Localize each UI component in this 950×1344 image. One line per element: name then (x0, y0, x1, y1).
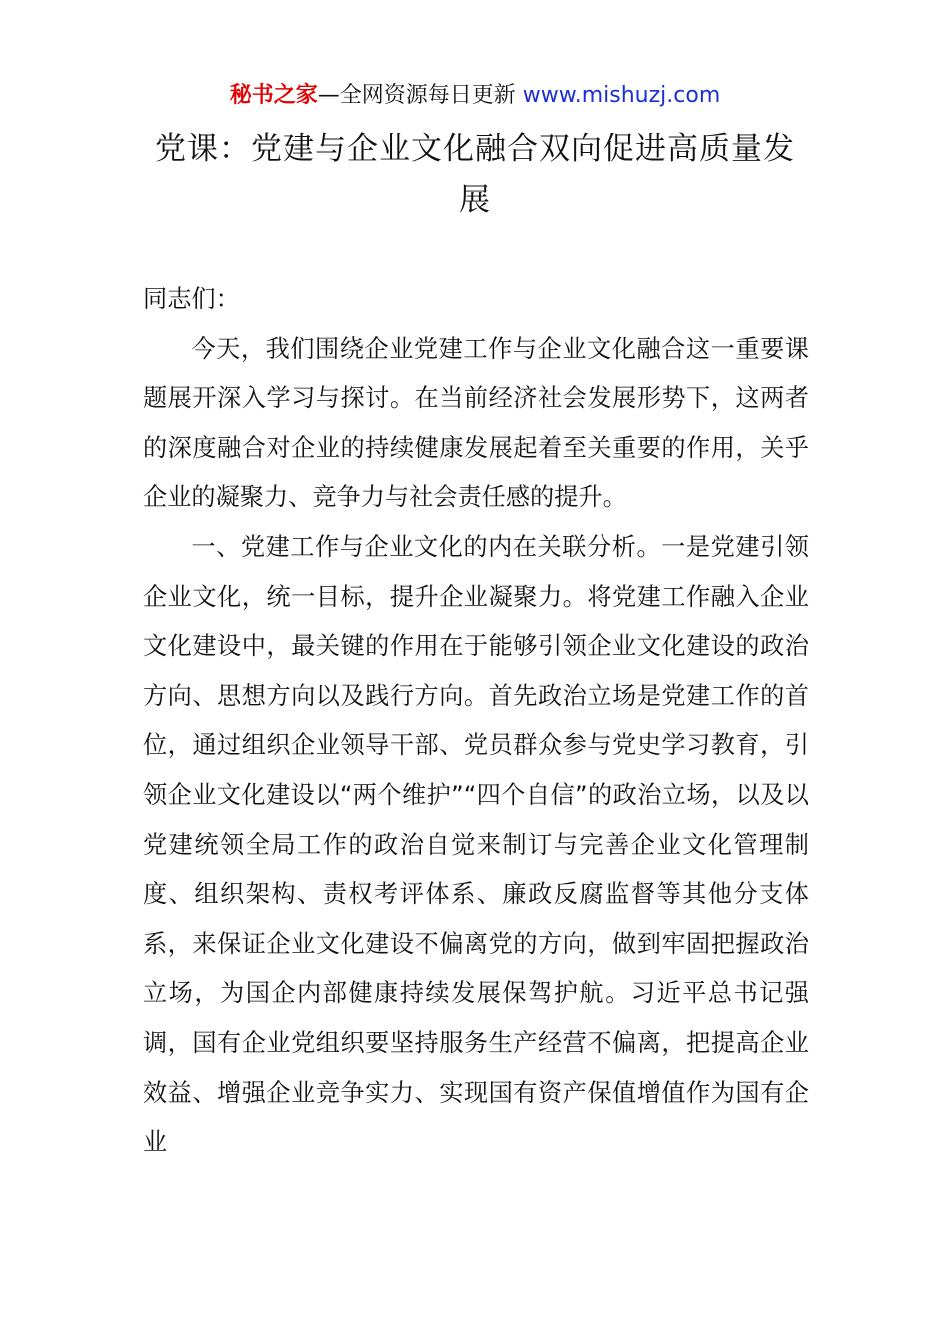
site-brand: 秘书之家 (229, 83, 318, 108)
document-body (143, 275, 809, 1168)
site-tagline: —全网资源每日更新 (317, 83, 523, 108)
document-title: 党课：党建与企业文化融合双向促进高质量发展 (155, 131, 795, 218)
site-url-link[interactable]: www.mishuzj.com (522, 83, 721, 108)
site-banner (0, 80, 950, 112)
salutation: 同志们： (143, 285, 240, 313)
paragraph-section-one: 一、党建工作与企业文化的内在关联分析。一是党建引领企业文化，统一目标，提升企业凝聚力。将党建工作融入企业文化建设中，最关键的作用在于能够引领企业文化建设的政治方向、思想方向以及践行方向。首先政治立场是党建工作的首位，通过组织企业领导干部、党员群众参与党史学习教育，引领企业文化建设以“两个维护”“四个自信”的政治立场，以及以党建统领全局工作的政治自觉来制订与完善企业文化管理制度、组织架构、责权考评体系、廉政反腐监督等其他分支体系，来保证企业文化建设不偏离党的方向，做到牢固把握政治立场，为国企内部健康持续发展保驾护航。习近平总书记强调，国有企业党组织要坚持服务生产经营不偏离，把提高企业效益、增强企业竞争实力、实现国有资产保值增值作为国有企业 (143, 532, 809, 1157)
paragraph-intro: 今天，我们围绕企业党建工作与企业文化融合这一重要课题展开深入学习与探讨。在当前经济社会发展形势下，这两者的深度融合对企业的持续健康发展起着至关重要的作用，关乎企业的凝聚力、竞争力与社会责任感的提升。 (143, 334, 809, 512)
